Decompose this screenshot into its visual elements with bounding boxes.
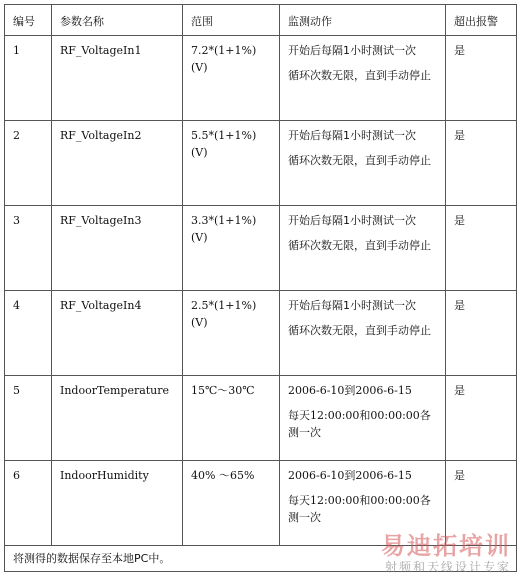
action-line: 开始后每隔1小时测试一次 bbox=[288, 44, 416, 57]
row-name: IndoorHumidity bbox=[52, 461, 183, 546]
header-action: 监测动作 bbox=[280, 5, 446, 36]
row-id: 3 bbox=[5, 206, 52, 291]
row-action bbox=[280, 36, 446, 121]
table-row bbox=[5, 121, 517, 206]
table-row bbox=[5, 36, 517, 121]
row-name: IndoorTemperature bbox=[52, 376, 183, 461]
row-action bbox=[280, 291, 446, 376]
row-id: 6 bbox=[5, 461, 52, 546]
action-line: 循环次数无限，直到手动停止 bbox=[288, 324, 431, 337]
row-range: 7.2*(1+1%) (V) bbox=[183, 36, 280, 121]
action-line: 2006-6-10到2006-6-15 bbox=[288, 469, 412, 482]
action-line: 循环次数无限，直到手动停止 bbox=[288, 69, 431, 82]
action-line: 每天12:00:00和00:00:00各测一次 bbox=[288, 409, 431, 439]
row-alarm: 是 bbox=[446, 376, 517, 461]
row-range: 3.3*(1+1%) (V) bbox=[183, 206, 280, 291]
table-header-row bbox=[5, 5, 517, 36]
action-line: 循环次数无限，直到手动停止 bbox=[288, 239, 431, 252]
header-alarm: 超出报警 bbox=[446, 5, 517, 36]
row-name: RF_VoltageIn2 bbox=[52, 121, 183, 206]
row-id: 4 bbox=[5, 291, 52, 376]
watermark-title: 易迪拓培训 bbox=[381, 532, 511, 560]
row-action bbox=[280, 461, 446, 546]
table-row bbox=[5, 206, 517, 291]
row-name: RF_VoltageIn3 bbox=[52, 206, 183, 291]
table-footer-row bbox=[5, 546, 517, 572]
row-id: 5 bbox=[5, 376, 52, 461]
row-alarm: 是 bbox=[446, 36, 517, 121]
action-line: 开始后每隔1小时测试一次 bbox=[288, 214, 416, 227]
row-action bbox=[280, 206, 446, 291]
row-name: RF_VoltageIn4 bbox=[52, 291, 183, 376]
table-row bbox=[5, 291, 517, 376]
row-id: 1 bbox=[5, 36, 52, 121]
action-line: 开始后每隔1小时测试一次 bbox=[288, 299, 416, 312]
row-alarm: 是 bbox=[446, 121, 517, 206]
action-line: 2006-6-10到2006-6-15 bbox=[288, 384, 412, 397]
table-row bbox=[5, 376, 517, 461]
watermark-subtitle: 射频和天线设计专家 bbox=[384, 560, 511, 574]
row-alarm: 是 bbox=[446, 206, 517, 291]
row-range: 2.5*(1+1%) (V) bbox=[183, 291, 280, 376]
row-action bbox=[280, 121, 446, 206]
action-line: 循环次数无限，直到手动停止 bbox=[288, 154, 431, 167]
row-range: 5.5*(1+1%) (V) bbox=[183, 121, 280, 206]
parameter-table bbox=[4, 4, 517, 572]
table-row bbox=[5, 461, 517, 546]
row-action bbox=[280, 376, 446, 461]
header-name: 参数名称 bbox=[52, 5, 183, 36]
row-range: 15℃～30℃ bbox=[183, 376, 280, 461]
action-line: 每天12:00:00和00:00:00各测一次 bbox=[288, 494, 431, 524]
row-name: RF_VoltageIn1 bbox=[52, 36, 183, 121]
row-alarm: 是 bbox=[446, 461, 517, 546]
table-footer-note: 将测得的数据保存至本地PC中。 bbox=[5, 546, 517, 572]
header-range: 范围 bbox=[183, 5, 280, 36]
row-range: 40% ～65% bbox=[183, 461, 280, 546]
header-id: 编号 bbox=[5, 5, 52, 36]
row-alarm: 是 bbox=[446, 291, 517, 376]
row-id: 2 bbox=[5, 121, 52, 206]
action-line: 开始后每隔1小时测试一次 bbox=[288, 129, 416, 142]
